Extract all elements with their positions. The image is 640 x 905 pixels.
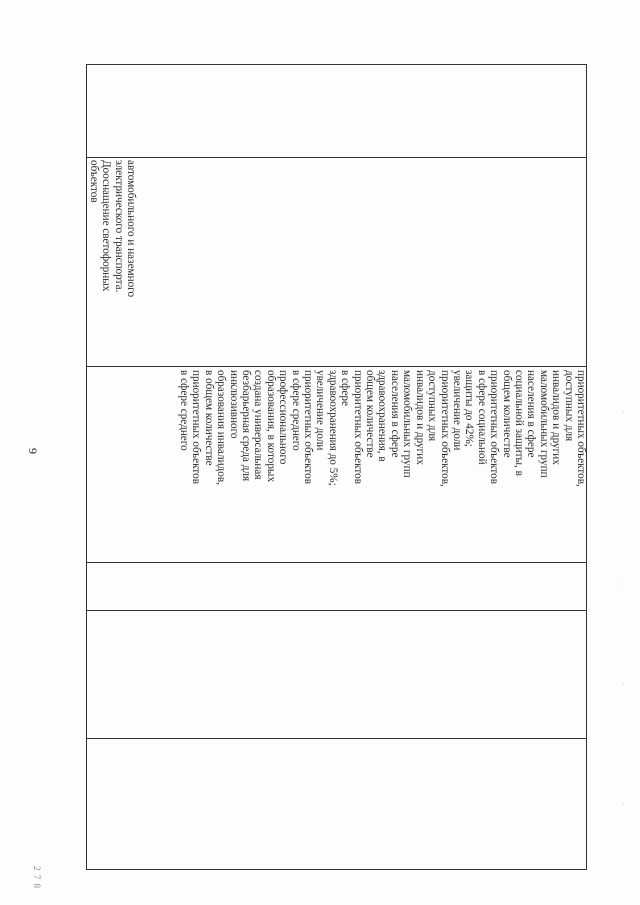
edge-dot: · (622, 408, 625, 417)
edge-dot: · (622, 580, 625, 589)
edge-dot: · (622, 800, 625, 809)
row-divider (86, 157, 587, 158)
edge-dot: · (622, 680, 625, 689)
cell-transport: автомобильного и наземного электрического транспорта. Дооснащение светофорных объектов (87, 160, 137, 298)
cell-priority-objects: приоритетных объектов, доступных для инвалидов и других маломобильных групп населения в сфере социальной защиты, в общем количестве приоритетных объектов в сфере социальной защиты до 42%; увеличение доли приоритетных объектов, доступных для инвалидов и других маломобильных групп населения в сфере здравоохранения, в общем количестве приоритетных объектов в сфере здравоохранения до 5%; увеличение доли приоритетных объектов в сфере среднего профессионального образования, в которых создана универсальная безбарьерная среда для инклюзивного образования инвалидов, в общем количестве приоритетных объектов в сфере среднего (178, 370, 587, 487)
row-divider (86, 366, 587, 367)
scan-mark: 2 7 8 (32, 866, 42, 889)
page-number: 9 (26, 448, 40, 454)
